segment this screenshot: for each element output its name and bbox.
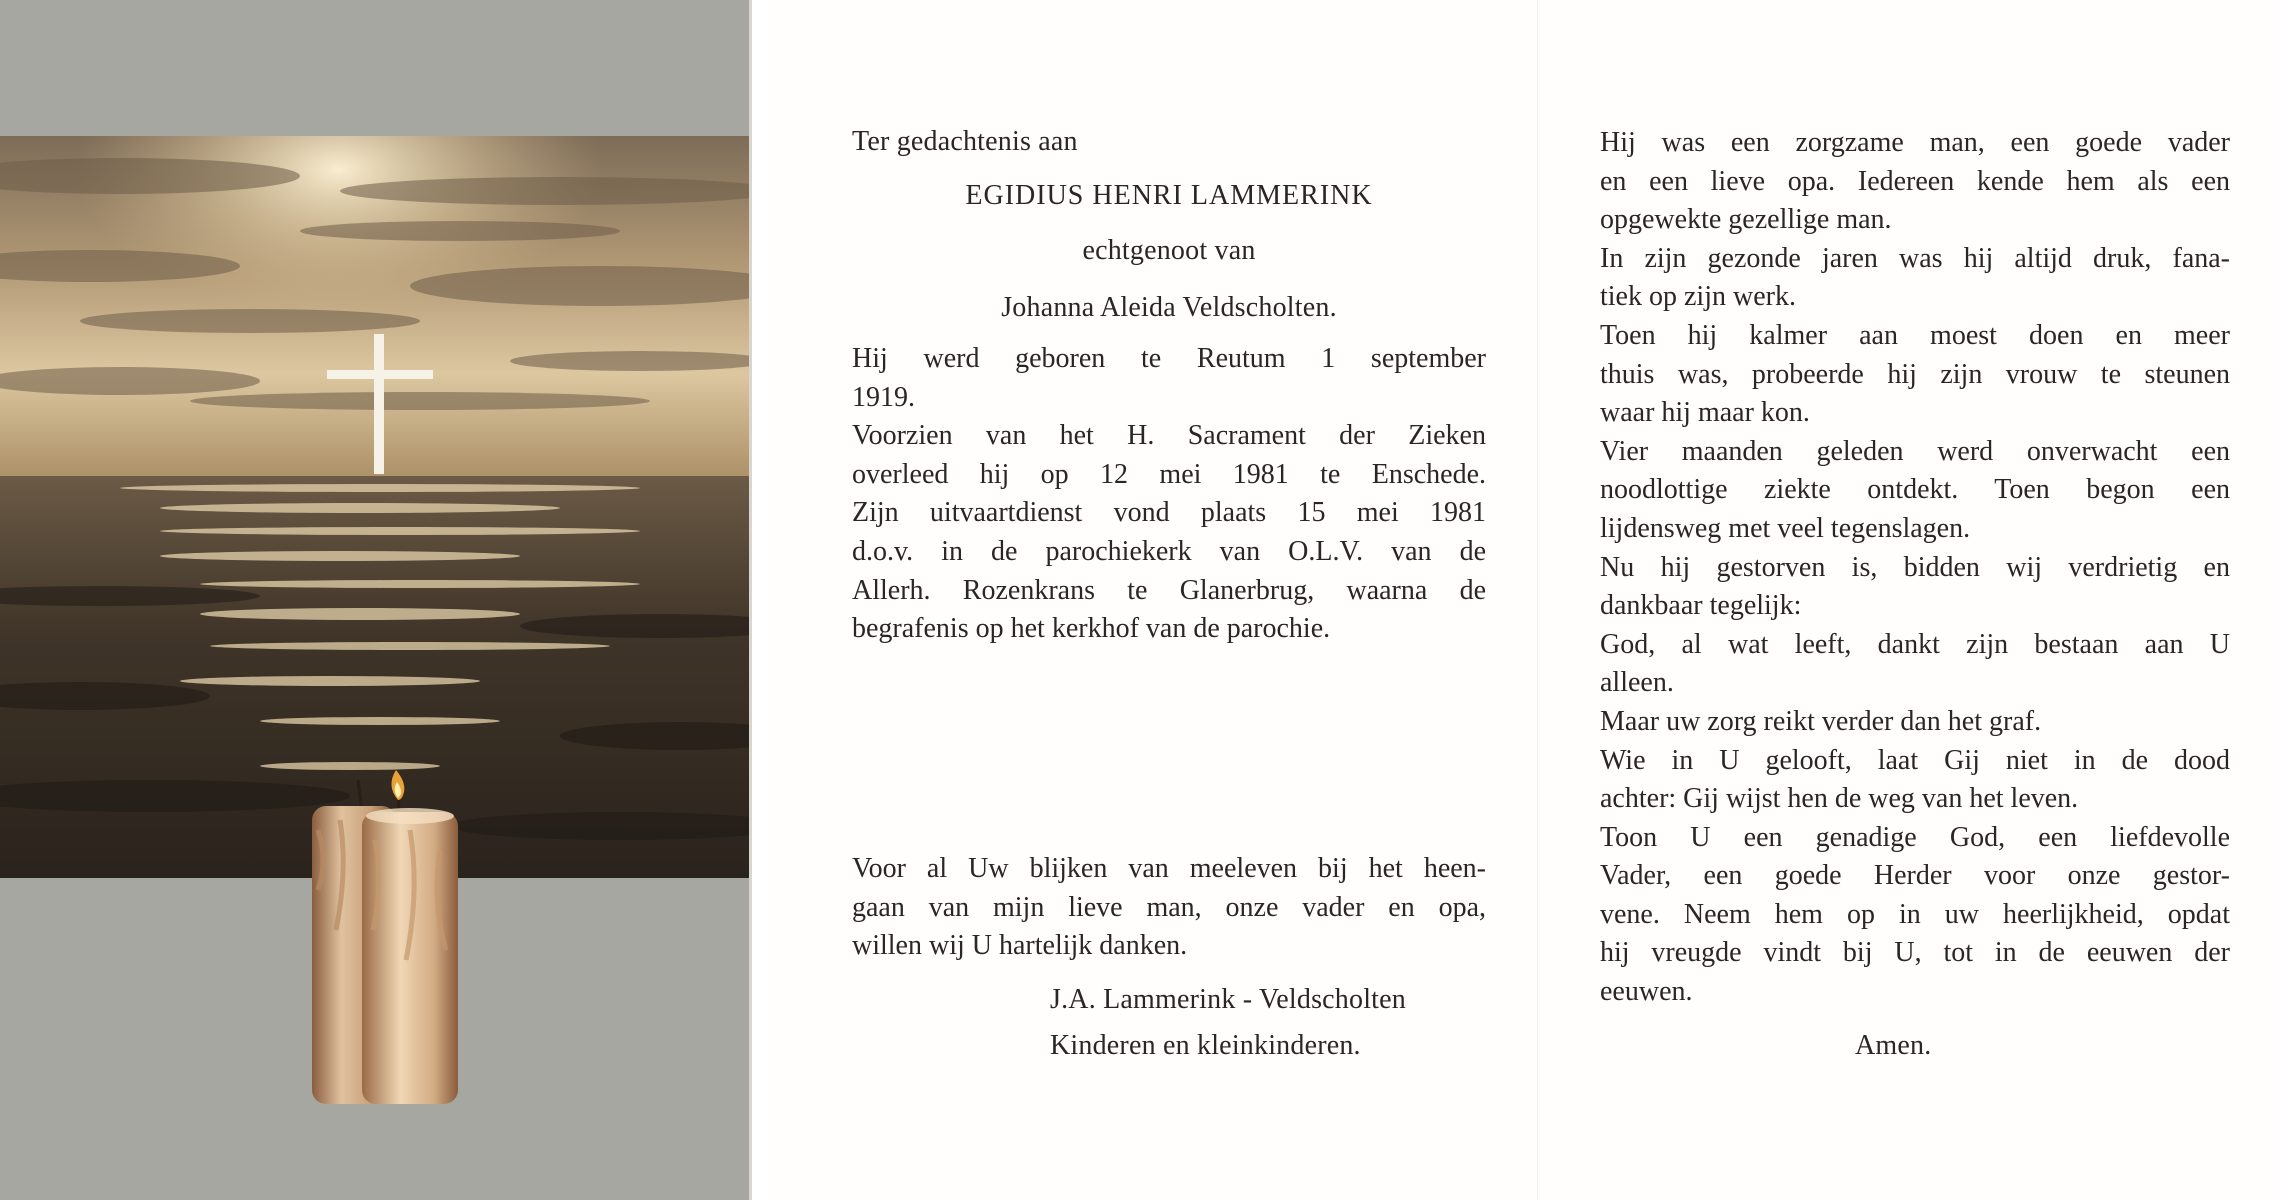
- cover-edge: [749, 0, 752, 1200]
- prayer-line: Vader, een goede Herder voor onze gestor-: [1600, 860, 2230, 892]
- signature-family: Kinderen en kleinkinderen.: [1050, 1030, 1361, 1061]
- deceased-name: EGIDIUS HENRI LAMMERINK: [965, 180, 1373, 211]
- biography-line: Voorzien van het H. Sacrament der Zieken: [852, 420, 1486, 452]
- prayer-line: Wie in U gelooft, laat Gij niet in de dood: [1600, 744, 2230, 776]
- sunset-sea-photo: [0, 136, 752, 878]
- biography-line: Allerh. Rozenkrans te Glanerbrug, waarna de: [852, 574, 1486, 606]
- biography-line: d.o.v. in de parochiekerk van O.L.V. van de: [852, 535, 1486, 567]
- prayer-line: hij vreugde vindt bij U, tot in de eeuwen der: [1600, 937, 2230, 969]
- relation-line: echtgenoot van: [1082, 235, 1256, 266]
- prayer-line: Nu hij gestorven is, bidden wij verdrietig en: [1600, 551, 2230, 583]
- prayer-line: thuis was, probeerde hij zijn vrouw te steunen: [1600, 358, 2230, 390]
- signature-name: J.A. Lammerink - Veldscholten: [1050, 984, 1406, 1015]
- prayer-line: eeuwen.: [1600, 976, 1693, 1008]
- biography-line: Zijn uitvaartdienst vond plaats 15 mei 1981: [852, 497, 1486, 529]
- thanks-line: Voor al Uw blijken van meeleven bij het heen-: [852, 853, 1486, 884]
- biography-line: begrafenis op het kerkhof van de parochie.: [852, 613, 1331, 645]
- candles-icon: [300, 770, 470, 1110]
- prayer-line: Toon U een genadige God, een liefdevolle: [1600, 821, 2230, 853]
- prayer-line: Maar uw zorg reikt verder dan het graf.: [1600, 705, 2042, 737]
- prayer-line: dankbaar tegelijk:: [1600, 590, 1802, 622]
- prayer-line: lijdensweg met veel tegenslagen.: [1600, 512, 1971, 544]
- spouse-name: Johanna Aleida Veldscholten.: [1001, 292, 1337, 323]
- prayer-line: Toen hij kalmer aan moest doen en meer: [1600, 319, 2230, 351]
- prayer-line: tiek op zijn werk.: [1600, 281, 1796, 313]
- closing-amen: Amen.: [1855, 1030, 1932, 1061]
- prayer-line: en een lieve opa. Iedereen kende hem als een: [1600, 165, 2230, 197]
- prayer-line: God, al wat leeft, dankt zijn bestaan aan U: [1600, 628, 2230, 660]
- prayer-line: In zijn gezonde jaren was hij altijd druk, fana-: [1600, 242, 2230, 274]
- biography-line: overleed hij op 12 mei 1981 te Enschede.: [852, 458, 1486, 490]
- prayer-line: vene. Neem hem op in uw heerlijkheid, opdat: [1600, 898, 2230, 930]
- biography-block: [852, 340, 1486, 649]
- biography-line: 1919.: [852, 381, 915, 413]
- thanks-block: [852, 850, 1486, 966]
- biography-line: Hij werd geboren te Reutum 1 september: [852, 343, 1486, 374]
- prayer-line: noodlottige ziekte ontdekt. Toen begon een: [1600, 474, 2230, 506]
- memorial-card-cover: [0, 0, 752, 1200]
- prayer-block: [1600, 124, 2230, 1012]
- prayer-line: waar hij maar kon.: [1600, 397, 1810, 429]
- prayer-line: Hij was een zorgzame man, een goede vader: [1600, 127, 2230, 158]
- intro-line: Ter gedachtenis aan: [852, 126, 1078, 157]
- thanks-line: willen wij U hartelijk danken.: [852, 930, 1188, 962]
- prayer-line: alleen.: [1600, 667, 1674, 699]
- thanks-line: gaan van mijn lieve man, onze vader en opa,: [852, 891, 1486, 923]
- prayer-line: achter: Gij wijst hen de weg van het leven.: [1600, 783, 2079, 815]
- prayer-line: Vier maanden geleden werd onverwacht een: [1600, 435, 2230, 467]
- prayer-line: opgewekte gezellige man.: [1600, 204, 1892, 236]
